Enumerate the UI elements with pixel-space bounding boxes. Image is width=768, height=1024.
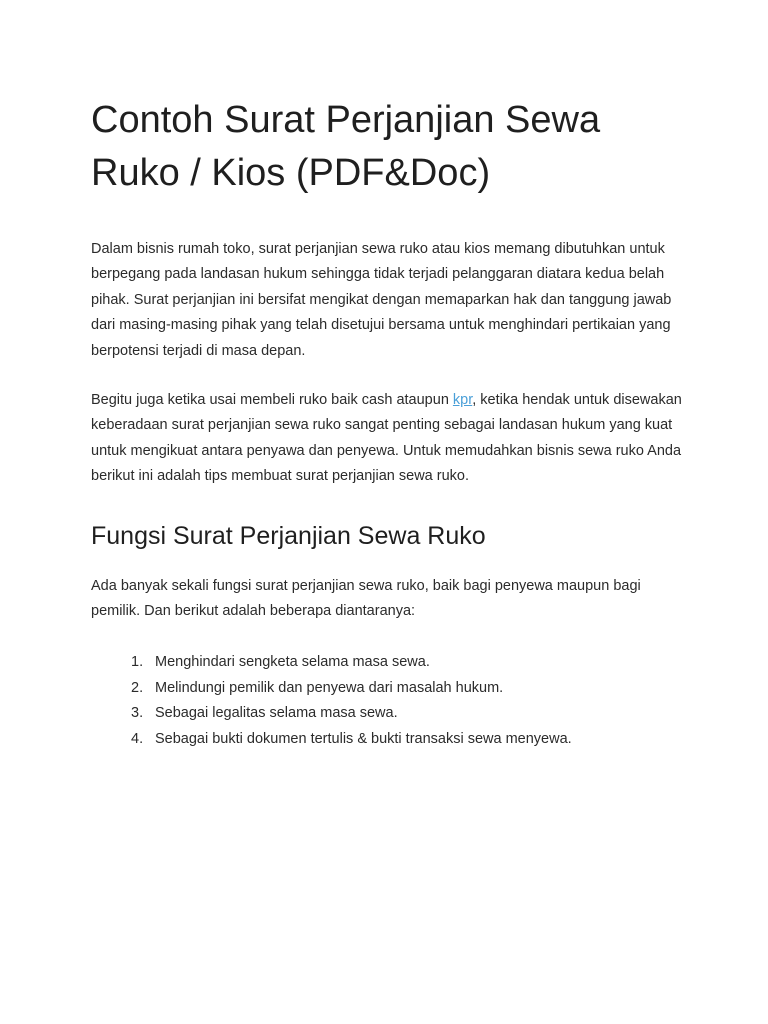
list-item-text: Sebagai legalitas selama masa sewa. <box>155 705 398 722</box>
list-item <box>91 676 687 702</box>
function-list <box>91 650 687 752</box>
list-item-number: 4. <box>131 730 144 747</box>
kpr-link[interactable]: kpr <box>452 392 473 408</box>
second-paragraph <box>91 388 687 490</box>
list-item <box>91 701 687 727</box>
second-paragraph-before-link: Begitu juga ketika usai membeli ruko baik cash ataupun <box>91 392 453 408</box>
list-item-number: 2. <box>131 679 144 696</box>
list-item-text: Melindungi pemilik dan penyewa dari masalah hukum. <box>155 679 504 696</box>
intro-paragraph: Dalam bisnis rumah toko, surat perjanjian sewa ruko atau kios memang dibutuhkan untuk berpegang pada landasan hukum sehingga tidak terjadi pelanggaran diatara kedua belah pihak. Surat perjanjian ini bersifat mengikat dengan memaparkan hak dan tanggung jawab dari masing-masing pihak yang telah disetujui bersama untuk menghindari pertikaian yang berpotensi terjadi di masa depan. <box>91 241 672 359</box>
list-item-number: 3. <box>131 705 144 722</box>
section-paragraph: Ada banyak sekali fungsi surat perjanjian sewa ruko, baik bagi penyewa maupun bagi pemilik. Dan berikut adalah beberapa diantaranya: <box>91 578 641 620</box>
list-item <box>91 727 687 753</box>
list-item-text: Menghindari sengketa selama masa sewa. <box>155 654 430 670</box>
section-heading: Fungsi Surat Perjanjian Sewa Ruko <box>91 522 486 550</box>
article-title: Contoh Surat Perjanjian Sewa Ruko / Kios (PDF&Doc) <box>91 99 601 194</box>
list-item-number: 1. <box>131 654 144 670</box>
list-item-text: Sebagai bukti dokumen tertulis & bukti transaksi sewa menyewa. <box>155 730 572 747</box>
second-paragraph-after-link: , ketika hendak untuk disewakan keberadaan surat perjanjian sewa ruko sangat penting sebagai landasan hukum yang kuat untuk mengikuat antara penyawa dan penyewa. Untuk memudahkan bisnis sewa ruko Anda berikut ini adalah tips membuat surat perjanjian sewa ruko. <box>91 392 682 485</box>
list-item <box>91 650 687 676</box>
